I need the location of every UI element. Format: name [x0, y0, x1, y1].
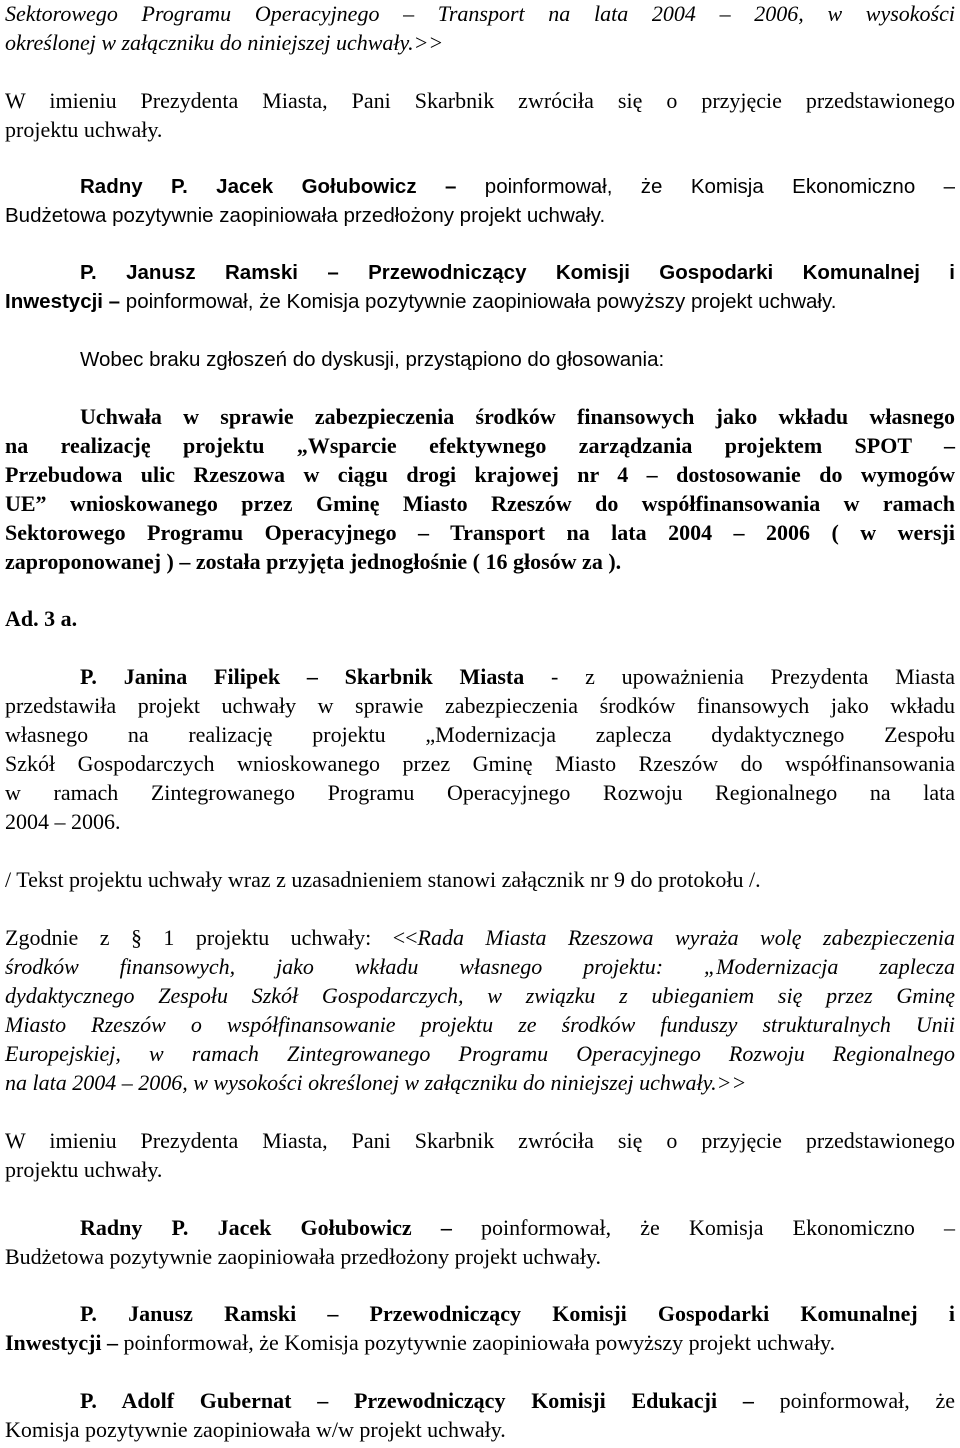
text-line: [80, 1214, 955, 1242]
text-line: w ramach Zintegrowanego Programu Operacyjnego Rozwoju Regionalnego na lata: [5, 780, 955, 805]
section-heading: Ad. 3 a.: [5, 606, 78, 631]
text-line: Miasto Rzeszów o współfinansowanie projektu ze środków funduszy strukturalnych Unii: [5, 1012, 955, 1037]
text-line: własnego na realizację projektu „Modernizacja zaplecza dydaktycznego Zespołu: [5, 722, 955, 747]
text-line: Budżetowa pozytywnie zaopiniowała przedłożony projekt uchwały.: [5, 1244, 602, 1269]
text-line: Wobec braku zgłoszeń do dyskusji, przystąpiono do głosowania:: [80, 348, 665, 371]
text-span: poinformował, że Komisja Ekonomiczno –: [484, 175, 956, 198]
text-span: poinformował, że Komisja pozytywnie zaopiniowała powyższy projekt uchwały.: [125, 290, 837, 313]
text-line: projektu uchwały.: [5, 117, 163, 142]
text-line: [80, 663, 955, 691]
text-line: [80, 1387, 955, 1415]
text-line: Budżetowa pozytywnie zaopiniowała przedłożony projekt uchwały.: [5, 204, 606, 227]
text-line: przedstawiła projekt uchwały w sprawie zabezpieczenia środków finansowych jako wkładu: [5, 693, 955, 718]
text-line: projektu uchwały.: [5, 1157, 163, 1182]
text-span: - z upoważnienia Prezydenta Miasta: [551, 664, 955, 689]
speaker-name: Inwestycji –: [5, 290, 121, 313]
text-span: poinformował, że: [779, 1388, 955, 1413]
speaker-name: P. Adolf Gubernat – Przewodniczący Komisji Edukacji –: [80, 1388, 754, 1413]
text-line: Szkół Gospodarczych wnioskowanego przez Gminę Miasto Rzeszów do współfinansowania: [5, 751, 955, 776]
speaker-name: P. Janina Filipek – Skarbnik Miasta: [80, 664, 525, 689]
speaker-name: Inwestycji –: [5, 1330, 119, 1355]
text-line: środków finansowych, jako wkładu własnego projektu: „Modernizacja zaplecza: [5, 954, 955, 979]
text-line: Uchwała w sprawie zabezpieczenia środków finansowych jako wkładu własnego: [80, 404, 955, 429]
text-line: [80, 173, 955, 201]
quote-span: Rada Miasta Rzeszowa wyraża wolę zabezpieczenia: [417, 925, 955, 950]
speaker-name: Radny P. Jacek Gołubowicz –: [80, 175, 457, 198]
text-span: poinformował, że Komisja pozytywnie zaopiniowała powyższy projekt uchwały.: [123, 1330, 836, 1355]
text-line: na lata 2004 – 2006, w wysokości określonej w załączniku do niniejszej uchwały.>>: [5, 1070, 747, 1095]
text-line: 2004 – 2006.: [5, 809, 121, 834]
text-line: W imieniu Prezydenta Miasta, Pani Skarbnik zwróciła się o przyjęcie przedstawionego: [5, 88, 955, 113]
text-line: P. Janusz Ramski – Przewodniczący Komisji Gospodarki Komunalnej i: [80, 1301, 955, 1326]
text-line: / Tekst projektu uchwały wraz z uzasadnieniem stanowi załącznik nr 9 do protokołu /.: [5, 867, 761, 892]
text-line: [5, 288, 955, 316]
text-line: Przebudowa ulic Rzeszowa w ciągu drogi krajowej nr 4 – dostosowanie do wymogów: [5, 462, 955, 487]
text-line: W imieniu Prezydenta Miasta, Pani Skarbnik zwróciła się o przyjęcie przedstawionego: [5, 1128, 955, 1153]
text-line: na realizację projektu „Wsparcie efektywnego zarządzania projektem SPOT –: [5, 433, 955, 458]
text-line: Europejskiej, w ramach Zintegrowanego Programu Operacyjnego Rozwoju Regionalnego: [5, 1041, 955, 1066]
text-line: Komisja pozytywnie zaopiniowała w/w projekt uchwały.: [5, 1417, 506, 1442]
text-line: dydaktycznego Zespołu Szkół Gospodarczych, w związku z ubieganiem się przez Gminę: [5, 983, 955, 1008]
text-line: P. Janusz Ramski – Przewodniczący Komisji Gospodarki Komunalnej i: [80, 261, 955, 284]
text-span: Zgodnie z § 1 projektu uchwały: <<: [5, 925, 418, 950]
text-line: Sektorowego Programu Operacyjnego – Transport na lata 2004 – 2006 ( w wersji: [5, 520, 955, 545]
text-span: poinformował, że Komisja Ekonomiczno –: [481, 1215, 955, 1240]
text-line: [5, 1329, 955, 1357]
speaker-name: Radny P. Jacek Gołubowicz –: [80, 1215, 452, 1240]
text-line: UE” wnioskowanego przez Gminę Miasto Rzeszów do współfinansowania w ramach: [5, 491, 955, 516]
text-line: [5, 924, 955, 952]
text-line: zaproponowanej ) – została przyjęta jednogłośnie ( 16 głosów za ).: [5, 549, 622, 574]
text-line: Sektorowego Programu Operacyjnego – Transport na lata 2004 – 2006, w wysokości: [5, 1, 955, 26]
text-line: określonej w załączniku do niniejszej uchwały.>>: [5, 30, 444, 55]
